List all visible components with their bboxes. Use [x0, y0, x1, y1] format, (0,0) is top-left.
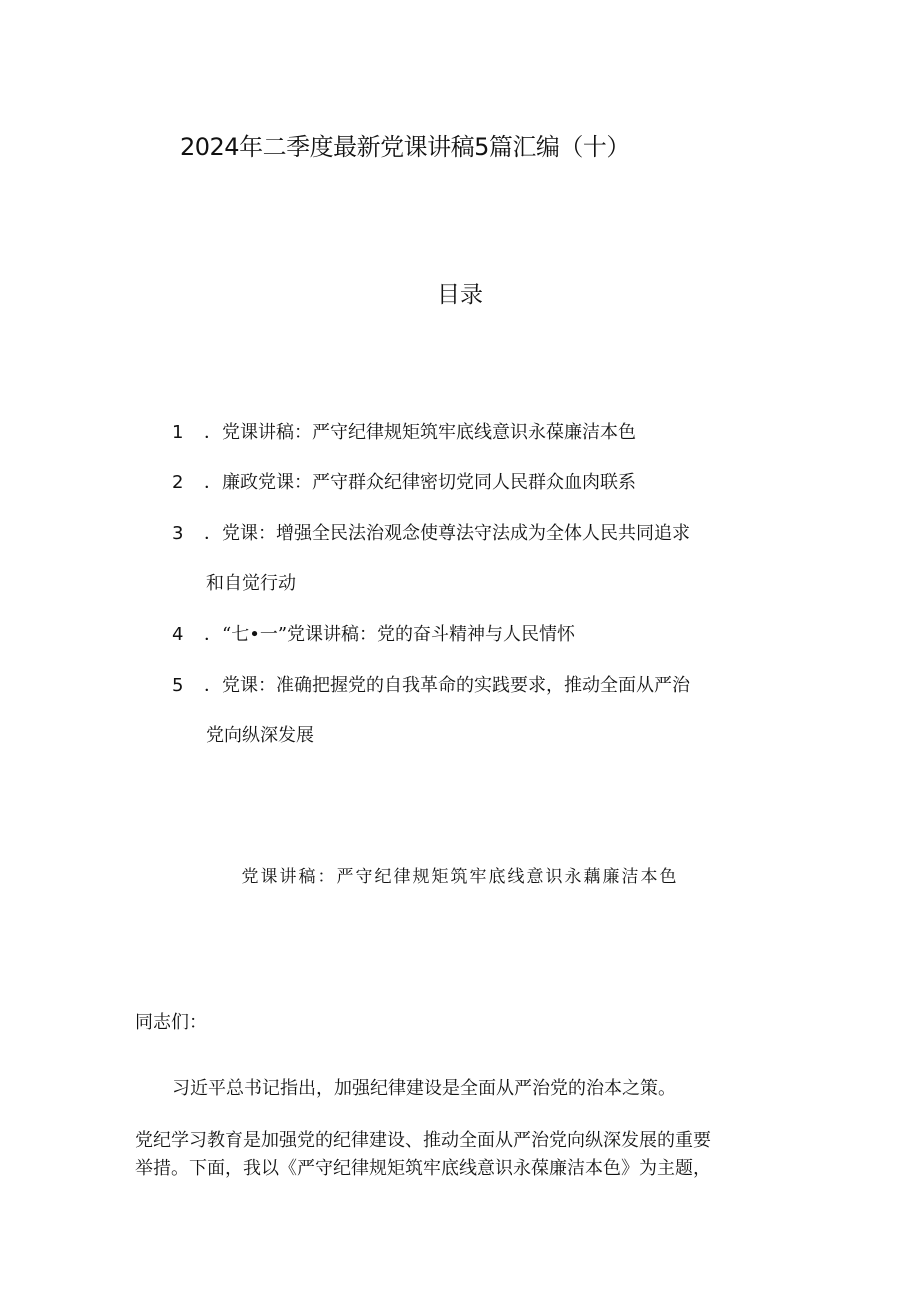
- toc-item-number: 5: [172, 675, 184, 696]
- toc-item[interactable]: [172, 622, 575, 648]
- section-title: 党课讲稿：严守纪律规矩筑牢底线意识永藕廉洁本色: [241, 867, 679, 887]
- toc-item[interactable]: [172, 673, 690, 749]
- body-paragraph: [135, 1127, 785, 1183]
- salutation: 同志们：: [135, 1012, 207, 1033]
- toc-item[interactable]: [172, 420, 636, 446]
- toc-item-text: ．党课讲稿：严守纪律规矩筑牢底线意识永葆廉洁本色: [204, 422, 636, 443]
- paragraph-line: 举措。下面，我以《严守纪律规矩筑牢底线意识永葆廉洁本色》为主题，: [135, 1158, 711, 1179]
- paragraph-line: 党纪学习教育是加强党的纪律建设、推动全面从严治党向纵深发展的重要: [135, 1130, 711, 1151]
- toc-item-text: ．“七•一”党课讲稿：党的奋斗精神与人民情怀: [204, 624, 576, 645]
- toc-item-number: 2: [172, 472, 184, 493]
- toc-item-number: 3: [172, 523, 184, 544]
- toc-item-number: 1: [172, 422, 184, 443]
- toc-item-text: ．党课：准确把握党的自我革命的实践要求，推动全面从严治: [204, 675, 690, 696]
- toc-item-number: 4: [172, 624, 184, 645]
- toc-item[interactable]: [172, 470, 636, 496]
- body-paragraph: 习近平总书记指出，加强纪律建设是全面从严治党的治本之策。: [172, 1078, 676, 1099]
- toc-item-text: ．党课：增强全民法治观念使尊法守法成为全体人民共同追求: [204, 523, 690, 544]
- document-title: 2024年二季度最新党课讲稿5篇汇编（十）: [180, 133, 630, 161]
- toc-item-continuation: 和自觉行动: [206, 573, 296, 594]
- toc-item[interactable]: [172, 521, 690, 597]
- toc-heading: 目录: [437, 282, 483, 308]
- toc-item-continuation: 党向纵深发展: [206, 725, 314, 746]
- toc-item-text: ．廉政党课：严守群众纪律密切党同人民群众血肉联系: [204, 472, 636, 493]
